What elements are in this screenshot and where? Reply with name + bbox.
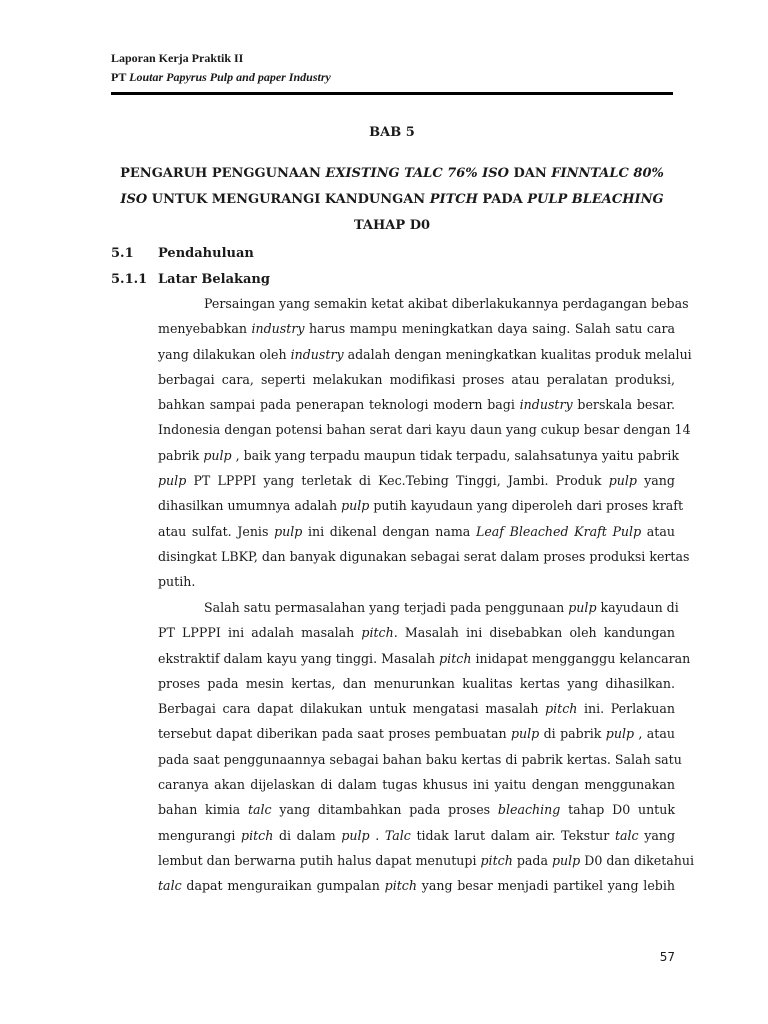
page-number: 57 — [659, 950, 675, 964]
text-line: talc dapat menguraikan gumpalan pitch yang besar menjadi partikel yang lebih — [158, 878, 675, 894]
company-name: PT Loutar Papyrus Pulp and paper Industry — [111, 70, 331, 84]
text-line: tersebut dapat diberikan pada saat proses pembuatan pulp di pabrik pulp , atau — [158, 726, 675, 742]
text-line: mengurangi pitch di dalam pulp . Talc tidak larut dalam air. Tekstur talc yang — [158, 827, 676, 843]
paragraph-1 — [158, 291, 692, 595]
chapter-title-line-3: TAHAP D0 — [353, 218, 431, 233]
paragraph-2 — [158, 595, 695, 899]
text-line: disingkat LBKP, dan banyak digunakan sebagai serat dalam proses produksi kertas — [158, 548, 690, 564]
text-line: Persaingan yang semakin ketat akibat diberlakukannya perdagangan bebas — [204, 296, 689, 311]
text-line: pada saat penggunaannya sebagai bahan baku kertas di pabrik kertas. Salah satu — [158, 751, 682, 767]
text-line: bahkan sampai pada penerapan teknologi modern bagi industry berskala besar. — [158, 397, 675, 413]
text-line: dihasilkan umumnya adalah pulp putih kayudaun yang diperoleh dari proses kraft — [158, 498, 684, 514]
text-line: Salah satu permasalahan yang terjadi pada penggunaan pulp kayudaun di — [204, 600, 679, 615]
chapter-number: BAB 5 — [369, 125, 415, 140]
text-line: proses pada mesin kertas, dan menurunkan kualitas kertas yang dihasilkan. — [158, 675, 675, 691]
text-line: Indonesia dengan potensi bahan serat dari kayu daun yang cukup besar dengan 14 — [158, 422, 691, 438]
section-heading: 5.1 Pendahuluan — [111, 246, 254, 261]
text-line: yang dilakukan oleh industry adalah dengan meningkatkan kualitas produk melalui — [158, 346, 692, 362]
text-line: bahan kimia talc yang ditambahkan pada proses bleaching tahap D0 untuk — [158, 802, 675, 818]
text-line: Berbagai cara dapat dilakukan untuk mengatasi masalah pitch ini. Perlakuan — [158, 701, 675, 717]
subsection-heading: 5.1.1 Latar Belakang — [111, 272, 270, 287]
text-line: atau sulfat. Jenis pulp ini dikenal dengan nama Leaf Bleached Kraft Pulp atau — [158, 523, 675, 539]
chapter-title-line-2: ISO UNTUK MENGURANGI KANDUNGAN PITCH PADA PULP BLEACHING — [120, 192, 664, 207]
chapter-title-line-1: PENGARUH PENGGUNAAN EXISTING TALC 76% ISO DAN FINNTALC 80% — [120, 166, 664, 181]
text-line: pulp PT LPPPI yang terletak di Kec.Tebing Tinggi, Jambi. Produk pulp yang — [158, 473, 675, 489]
text-line: menyebabkan industry harus mampu meningkatkan daya saing. Salah satu cara — [158, 321, 675, 337]
running-header — [111, 49, 673, 87]
header-divider — [111, 92, 673, 95]
text-line: berbagai cara, seperti melakukan modifikasi proses atau peralatan produksi, — [158, 371, 675, 387]
text-line: lembut dan berwarna putih halus dapat menutupi pitch pada pulp D0 dan diketahui — [158, 852, 695, 868]
text-line: caranya akan dijelaskan di dalam tugas khusus ini yaitu dengan menggunakan — [158, 777, 675, 793]
text-line: pabrik pulp , baik yang terpadu maupun tidak terpadu, salahsatunya yaitu pabrik — [158, 447, 679, 463]
text-line: putih. — [158, 574, 196, 590]
report-title: Laporan Kerja Praktik II — [111, 51, 244, 65]
text-line: PT LPPPI ini adalah masalah pitch. Masalah ini disebabkan oleh kandungan — [158, 625, 676, 641]
text-line: ekstraktif dalam kayu yang tinggi. Masalah pitch inidapat mengganggu kelancaran — [158, 650, 691, 666]
